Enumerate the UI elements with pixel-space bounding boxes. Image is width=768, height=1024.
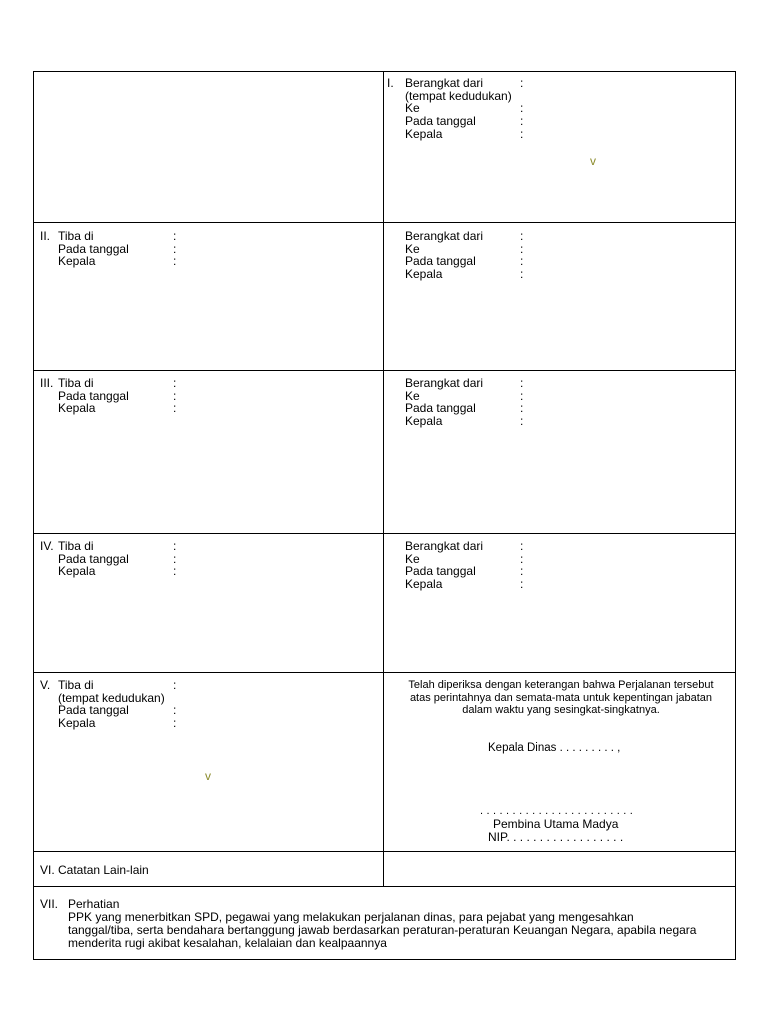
field-label: Kepala: [58, 564, 96, 579]
section-3-row: [405, 415, 725, 428]
colon: :: [520, 564, 524, 579]
section-1-row: [387, 115, 727, 128]
section-3-row: [405, 402, 725, 415]
attention-line: tanggal/tiba, serta bendahara bertanggung jawab berdasarkan peraturan-peraturan Keuangan Negara, apabila negara: [68, 923, 697, 937]
field-label: Tiba di: [58, 376, 94, 390]
attention-title: Perhatian: [68, 897, 120, 911]
row-divider: [33, 222, 736, 223]
field-label: Pada tanggal: [58, 551, 129, 566]
section-3-row: [40, 402, 360, 415]
attention-line: PPK yang menerbitkan SPD, pegawai yang melakukan perjalanan dinas, para pejabat yang mengesahkan: [68, 910, 634, 924]
field-label: Ke: [405, 551, 420, 566]
colon: :: [173, 401, 177, 416]
colon: :: [173, 564, 177, 579]
statement-line: dalam waktu yang sesingkat-singkatnya.: [462, 704, 660, 717]
section-3-row: [40, 377, 360, 390]
field-label: Kepala: [58, 254, 96, 269]
section-number: III.: [40, 376, 54, 390]
attention-line: menderita rugi akibat kesalahan, kelalaian dan kealpaannya: [68, 936, 387, 950]
section-1-row: [387, 128, 727, 141]
field-label: (tempat kedudukan): [405, 88, 512, 103]
statement-line: atas perintahnya dan semata-mata untuk kepentingan jabatan: [409, 691, 713, 704]
notes-label: VI. Catatan Lain-lain: [40, 863, 149, 877]
colon: :: [173, 229, 177, 243]
section-3-left: [40, 377, 360, 415]
section-5-row: [40, 717, 360, 730]
section-2-row: [405, 230, 725, 243]
signature-line: . . . . . . . . . . . . . . . . . . . . . . . .: [480, 805, 634, 817]
field-label: Kepala: [405, 126, 443, 141]
check-mark-icon: v: [590, 154, 596, 168]
section-1-row: [387, 77, 727, 90]
section-number: V.: [40, 678, 51, 692]
section-2-row: [40, 230, 360, 243]
field-label: Pada tanggal: [58, 388, 129, 403]
field-label: Kepala: [405, 577, 443, 592]
colon: :: [520, 101, 524, 116]
field-label: Ke: [405, 101, 420, 116]
colon: :: [520, 414, 524, 429]
rank-label: Pembina Utama Madya: [493, 817, 619, 831]
section-number: I.: [387, 76, 394, 90]
colon: :: [520, 241, 524, 256]
colon: :: [520, 229, 524, 243]
colon: :: [173, 539, 177, 553]
colon: :: [520, 254, 524, 269]
colon: :: [520, 539, 524, 553]
section-4-row: [40, 565, 360, 578]
nip-field: NIP. . . . . . . . . . . . . . . . . .: [488, 830, 624, 844]
section-2-row: [405, 268, 725, 281]
column-divider: [383, 71, 384, 887]
colon: :: [520, 551, 524, 566]
colon: :: [173, 254, 177, 269]
field-label: Berangkat dari: [405, 539, 484, 553]
section-4-right: [405, 540, 725, 591]
section-4-row: [405, 565, 725, 578]
section-1-row: [387, 90, 727, 103]
section-3-row: [405, 377, 725, 390]
statement-line: Telah diperiksa dengan keterangan bahwa Perjalanan tersebut: [408, 679, 714, 691]
section-5-row: [40, 679, 360, 692]
field-label: Kepala: [405, 267, 443, 282]
colon: :: [520, 401, 524, 416]
field-label: Tiba di: [58, 229, 94, 243]
row-divider: [33, 851, 736, 852]
field-label: Ke: [405, 388, 420, 403]
section-5-left: [40, 679, 360, 730]
colon: :: [173, 551, 177, 566]
section-4-row: [405, 540, 725, 553]
colon: :: [520, 76, 524, 90]
colon: :: [173, 388, 177, 403]
section-2-left: [40, 230, 360, 268]
field-label: (tempat kedudukan): [58, 690, 165, 705]
colon: :: [520, 577, 524, 592]
field-label: Pada tanggal: [405, 254, 476, 269]
field-label: Berangkat dari: [405, 376, 484, 390]
colon: :: [520, 267, 524, 282]
colon: :: [520, 388, 524, 403]
colon: :: [173, 241, 177, 256]
form-frame: [33, 71, 736, 960]
section-3-right: [405, 377, 725, 428]
check-mark-icon: v: [205, 769, 211, 783]
field-label: Pada tanggal: [58, 703, 129, 718]
section-4-row: [405, 578, 725, 591]
section-1: [387, 77, 727, 140]
field-label: Kepala: [58, 716, 96, 731]
kepala-dinas-label: Kepala Dinas . . . . . . . . . ,: [488, 742, 621, 754]
row-divider: [33, 672, 736, 673]
field-label: Kepala: [405, 414, 443, 429]
field-label: Pada tanggal: [405, 401, 476, 416]
section-2-row: [405, 255, 725, 268]
colon: :: [173, 716, 177, 731]
row-divider: [33, 886, 736, 887]
row-divider: [33, 533, 736, 534]
row-divider: [33, 370, 736, 371]
colon: :: [173, 678, 177, 692]
section-4-row: [40, 540, 360, 553]
field-label: Kepala: [58, 401, 96, 416]
section-2-row: [40, 255, 360, 268]
colon: :: [173, 703, 177, 718]
section-4-left: [40, 540, 360, 578]
section-number: VII.: [40, 897, 59, 911]
field-label: Pada tanggal: [405, 564, 476, 579]
colon: :: [173, 376, 177, 390]
colon: :: [520, 376, 524, 390]
field-label: Ke: [405, 241, 420, 256]
verification-statement: [386, 679, 736, 717]
field-label: Tiba di: [58, 539, 94, 553]
section-number: II.: [40, 229, 51, 243]
colon: :: [520, 114, 524, 129]
field-label: Berangkat dari: [405, 76, 484, 90]
section-number: IV.: [40, 539, 54, 553]
field-label: Berangkat dari: [405, 229, 484, 243]
field-label: Pada tanggal: [58, 241, 129, 256]
field-label: Pada tanggal: [405, 114, 476, 129]
field-label: Tiba di: [58, 678, 94, 692]
colon: :: [520, 126, 524, 141]
section-2-right: [405, 230, 725, 281]
